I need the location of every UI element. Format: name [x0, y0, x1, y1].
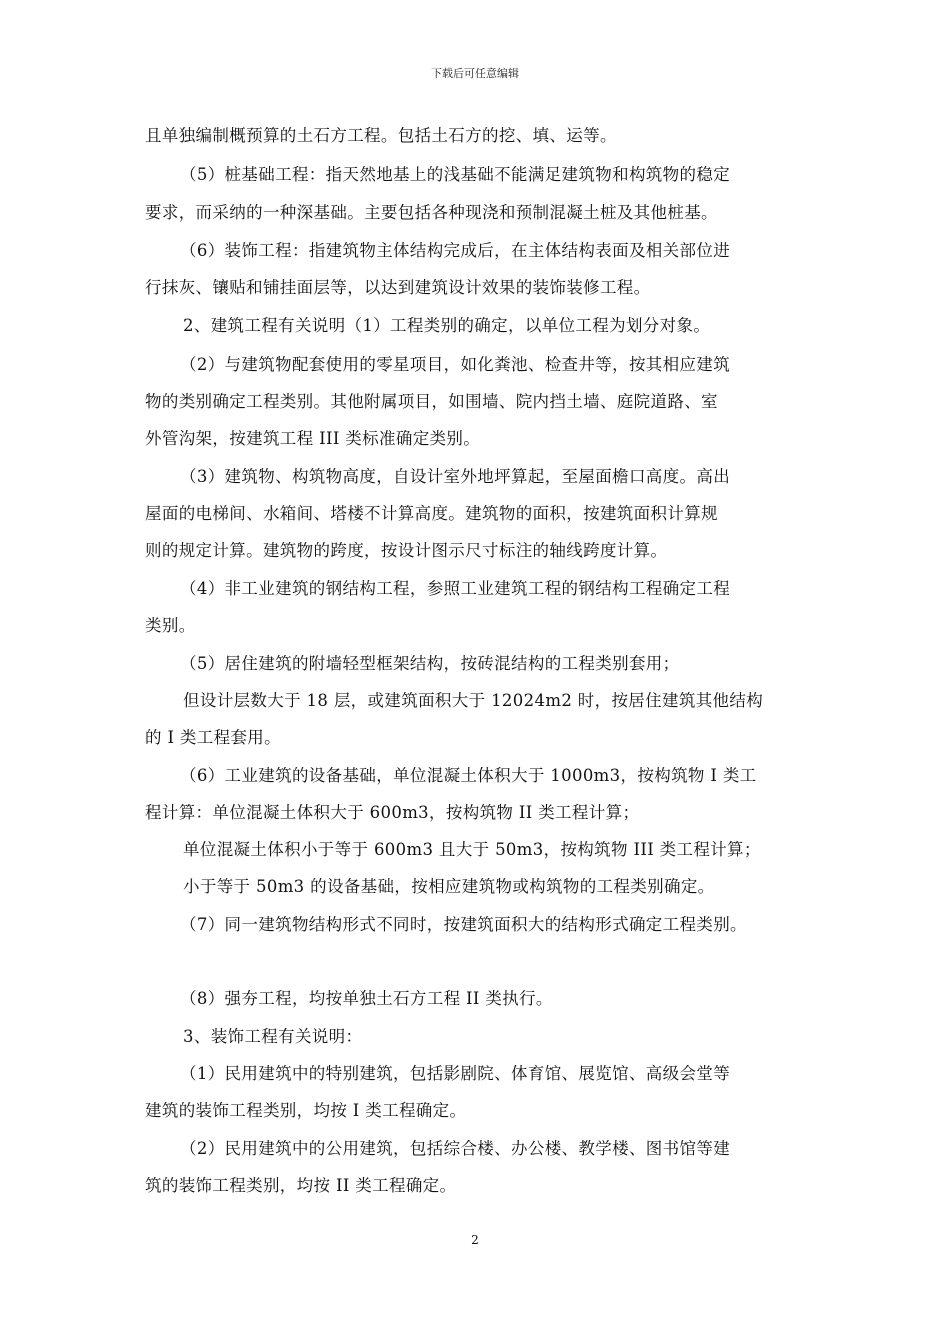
page-number: 2: [471, 1233, 479, 1247]
text-line: 外管沟架，按建筑工程 III 类标准确定类别。: [145, 429, 481, 448]
text-line: 且单独编制概预算的土石方工程。包括土石方的挖、填、运等。: [145, 126, 617, 145]
text-line: （6）装饰工程：指建筑物主体结构完成后，在主体结构表面及相关部位进: [180, 241, 731, 260]
text-line: 屋面的电梯间、水箱间、塔楼不计算高度。建筑物的面积，按建筑面积计算规: [145, 504, 718, 523]
text-line: 单位混凝土体积小于等于 600m3 且大于 50m3，按构筑物 III 类工程计算；: [183, 840, 761, 859]
text-line: 3、装饰工程有关说明：: [183, 1027, 363, 1046]
text-line: （5）桩基础工程：指天然地基上的浅基础不能满足建筑物和构筑物的稳定: [180, 165, 731, 184]
text-line: （3）建筑物、构筑物高度，自设计室外地坪算起，至屋面檐口高度。高出: [180, 467, 731, 486]
text-line: 则的规定计算。建筑物的跨度，按设计图示尺寸标注的轴线跨度计算。: [145, 541, 668, 560]
text-line: 但设计层数大于 18 层，或建筑面积大于 12024m2 时，按居住建筑其他结构: [183, 691, 764, 710]
text-line: （7）同一建筑物结构形式不同时，按建筑面积大的结构形式确定工程类别。: [180, 915, 747, 934]
text-line: 行抹灰、镶贴和铺挂面层等，以达到建筑设计效果的装饰装修工程。: [145, 278, 651, 297]
text-line: 2、建筑工程有关说明（1）工程类别的确定，以单位工程为划分对象。: [183, 316, 711, 335]
text-line: （5）居住建筑的附墙轻型框架结构，按砖混结构的工程类别套用；: [180, 654, 680, 673]
text-line: （4）非工业建筑的钢结构工程，参照工业建筑工程的钢结构工程确定工程: [180, 579, 731, 598]
page-header: 下载后可任意编辑: [431, 67, 519, 80]
text-line: 的 I 类工程套用。: [145, 728, 282, 747]
text-line: （6）工业建筑的设备基础，单位混凝土体积大于 1000m3，按构筑物 I 类工: [180, 766, 757, 785]
text-line: 要求，而采纳的一种深基础。主要包括各种现浇和预制混凝土桩及其他桩基。: [145, 203, 718, 222]
text-line: 小于等于 50m3 的设备基础，按相应建筑物或构筑物的工程类别确定。: [183, 877, 715, 896]
text-line: 筑的装饰工程类别，均按 II 类工程确定。: [145, 1176, 457, 1195]
text-line: 建筑的装饰工程类别，均按 I 类工程确定。: [145, 1101, 467, 1120]
text-line: （8）强夯工程，均按单独土石方工程 II 类执行。: [180, 989, 553, 1008]
text-line: 物的类别确定工程类别。其他附属项目，如围墙、院内挡土墙、庭院道路、室: [145, 392, 718, 411]
text-line: （2）民用建筑中的公用建筑，包括综合楼、办公楼、教学楼、图书馆等建: [180, 1139, 731, 1158]
text-line: （1）民用建筑中的特别建筑，包括影剧院、体育馆、展览馆、高级会堂等: [180, 1064, 731, 1083]
text-line: 程计算：单位混凝土体积大于 600m3，按构筑物 II 类工程计算；: [145, 803, 640, 822]
text-line: 类别。: [145, 616, 196, 635]
text-line: （2）与建筑物配套使用的零星项目，如化粪池、检查井等，按其相应建筑: [180, 355, 731, 374]
